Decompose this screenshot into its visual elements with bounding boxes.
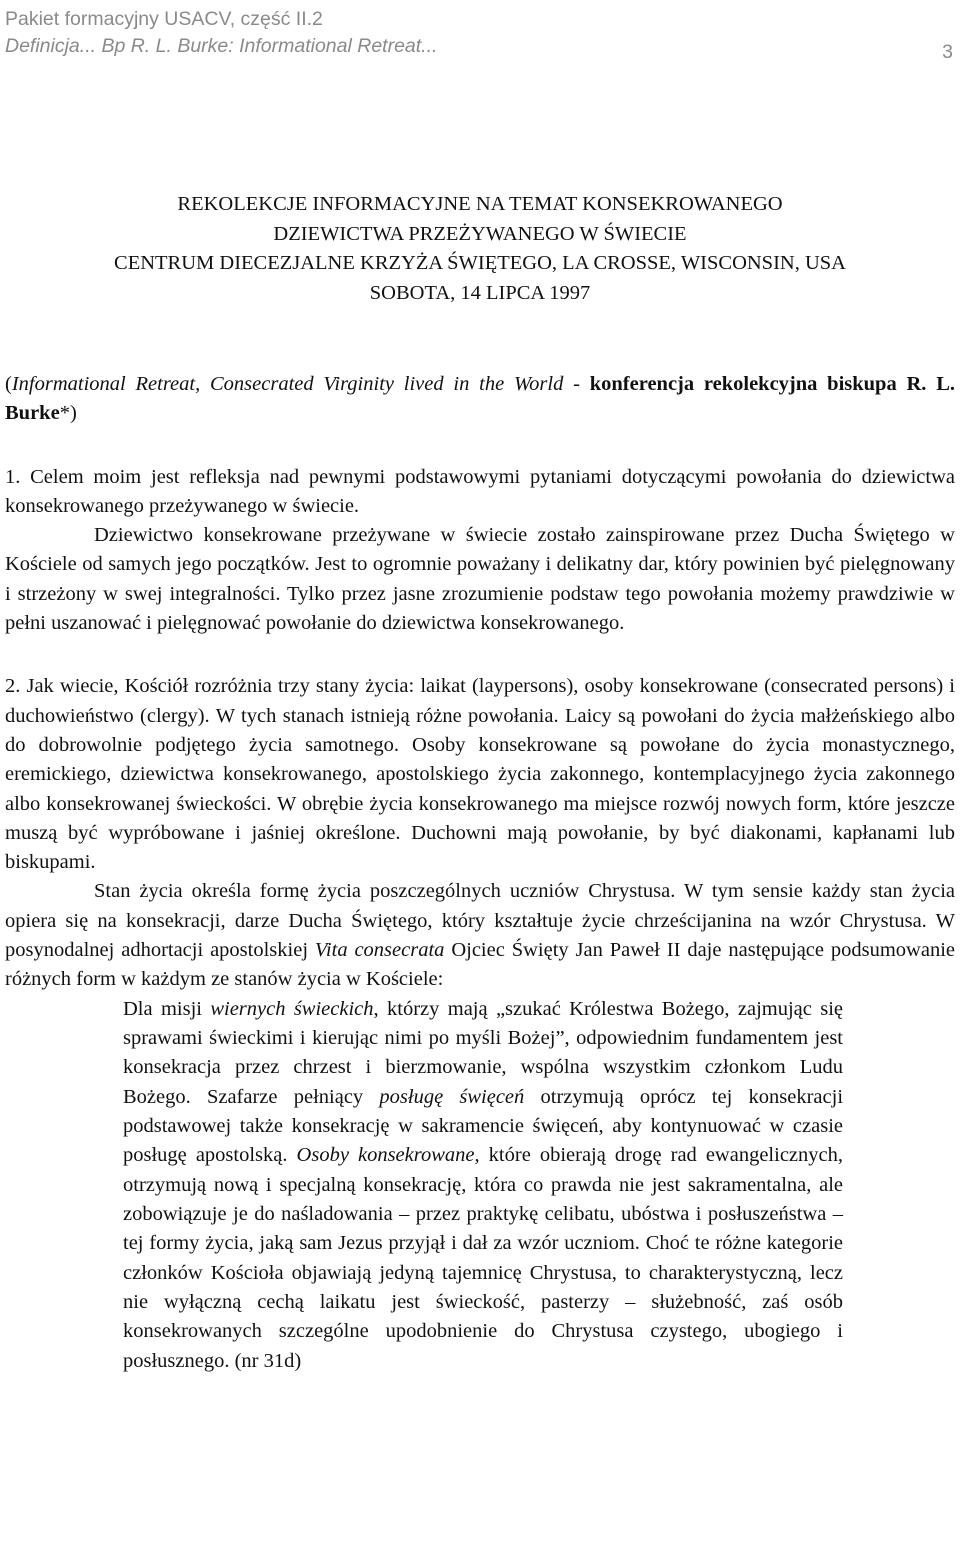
paragraph-2: 2. Jak wiecie, Kościół rozróżnia trzy stany życia: laikat (laypersons), osoby konsekrowane (consecrated persons) i duchowieństwo (clergy). W tych stanach istnieją różne powołania. Laicy są powołani do życia małżeńskiego albo do dobrowolnie podjętego życia samotnego. Osoby konsekrowane są powołane do życia monastycznego, eremickiego, dziewictwa konsekrowanego, apostolskiego życia zakonnego, kontemplacyjnego życia zakonnego albo konsekrowanej świeckości. W obrębie życia konsekrowanego ma miejsce rozwój nowych form, które jeszcze muszą być wypróbowane i jaśniej określone. Duchowni mają powołanie, by być diakonami, kapłanami lub biskupami. xyxy=(5,675,955,874)
heading-line-3: CENTRUM DIECEZJALNE KRZYŻA ŚWIĘTEGO, LA CROSSE, WISCONSIN, USA xyxy=(114,252,846,274)
quote-i1: wiernych świeckich xyxy=(210,997,374,1020)
quote-i3: Osoby konsekrowane xyxy=(296,1144,475,1167)
block-quote xyxy=(123,995,843,1376)
intro-bold: konferencja rekolekcyjna biskupa R. L. Burke xyxy=(5,373,956,425)
quote-t3: otrzymują oprócz tej konsekracji podstawowej także konsekrację w sakramencie święceń, aby kontynuować w czasie posługę apostolską. xyxy=(123,1085,844,1167)
intro-dash: - xyxy=(563,373,590,395)
intro-title: Informational Retreat, Consecrated Virginity lived in the World xyxy=(11,373,564,395)
running-head-series: Pakiet formacyjny USACV, część II.2 xyxy=(5,8,323,30)
paragraph-3-text-after: Ojciec Święty Jan Paweł II daje następujące podsumowanie różnych form w każdym ze stanów życia w Kościele: xyxy=(5,939,956,991)
quote-i2: posługę święceń xyxy=(379,1085,525,1108)
paragraph-3-text-before: Stan życia określa formę życia poszczególnych uczniów Chrystusa. W tym sensie każdy stan życia opiera się na konsekracji, darze Ducha Świętego, który kształtuje życie chrześcijanina na wzór Chrystusa. W posynodalnej adhortacji apostolskiej xyxy=(5,880,955,962)
quote-t1: Dla misji xyxy=(123,997,211,1020)
running-head xyxy=(5,6,955,63)
quote-t2: , którzy mają „szukać Królestwa Bożego, zajmując się sprawami świeckimi i kierując nimi po myśli Bożej”, odpowiednim fundamentem jest konsekracja przez chrzest i bierzmowanie, wspólna wszystkim członkom Ludu Bożego. Szafarze pełniący xyxy=(123,997,843,1108)
paragraph-1b: Dziewictwo konsekrowane przeżywane w świecie zostało zainspirowane przez Ducha Świętego w Kościele od samych jego początków. Jest to ogromnie poważany i delikatny dar, który powinien być pielęgnowany i strzeżony w swej integralności. Tylko przez jasne zrozumienie podstaw tego powołania możemy prawdziwie w pełni uszanować i pielęgnować powołanie do dziewictwa konsekrowanego. xyxy=(5,524,955,635)
paragraph-1: 1. Celem moim jest refleksja nad pewnymi podstawowymi pytaniami dotyczącymi powołania do dziewictwa konsekrowanego przeżywanego w świecie. xyxy=(5,465,955,517)
heading-line-1: REKOLEKCJE INFORMACYJNE NA TEMAT KONSEKROWANEGO xyxy=(177,193,783,215)
intro-close: *) xyxy=(59,402,77,425)
intro-paragraph xyxy=(5,370,955,429)
document-heading xyxy=(5,190,955,308)
heading-line-2: DZIEWICTWA PRZEŻYWANEGO W ŚWIECIE xyxy=(273,222,687,245)
paragraph-3-italic-title: Vita consecrata xyxy=(314,939,445,962)
heading-line-4: SOBOTA, 14 LIPCA 1997 xyxy=(369,281,591,304)
running-head-title-text: Definicja... Bp R. L. Burke: Informational Retreat... xyxy=(5,35,438,57)
document-body xyxy=(5,370,955,1376)
intro-open: ( xyxy=(5,373,12,395)
paragraph-3 xyxy=(5,877,955,994)
page-number: 3 xyxy=(942,41,953,63)
running-head-title xyxy=(5,33,955,60)
quote-t4: , które obierają drogę rad ewangelicznych, otrzymują nową i specjalną konsekrację, która co prawda nie jest sakramentalna, ale zobowiązuje je do naśladowania – przez praktykę celibatu, ubóstwa i posłuszeństwa – tej formy życia, jaką sam Jezus przyjął i dał za wzór uczniom. Choć te różne kategorie członków Kościoła objawiają jedyną tajemnicę Chrystusa, to charakterystyczną, lecz nie wyłączną cechą laikatu jest świeckość, pasterzy – służebność, zaś osób konsekrowanych szczególne upodobnienie do Chrystusa czystego, ubogiego i posłusznego. (nr 31d) xyxy=(123,1144,843,1372)
